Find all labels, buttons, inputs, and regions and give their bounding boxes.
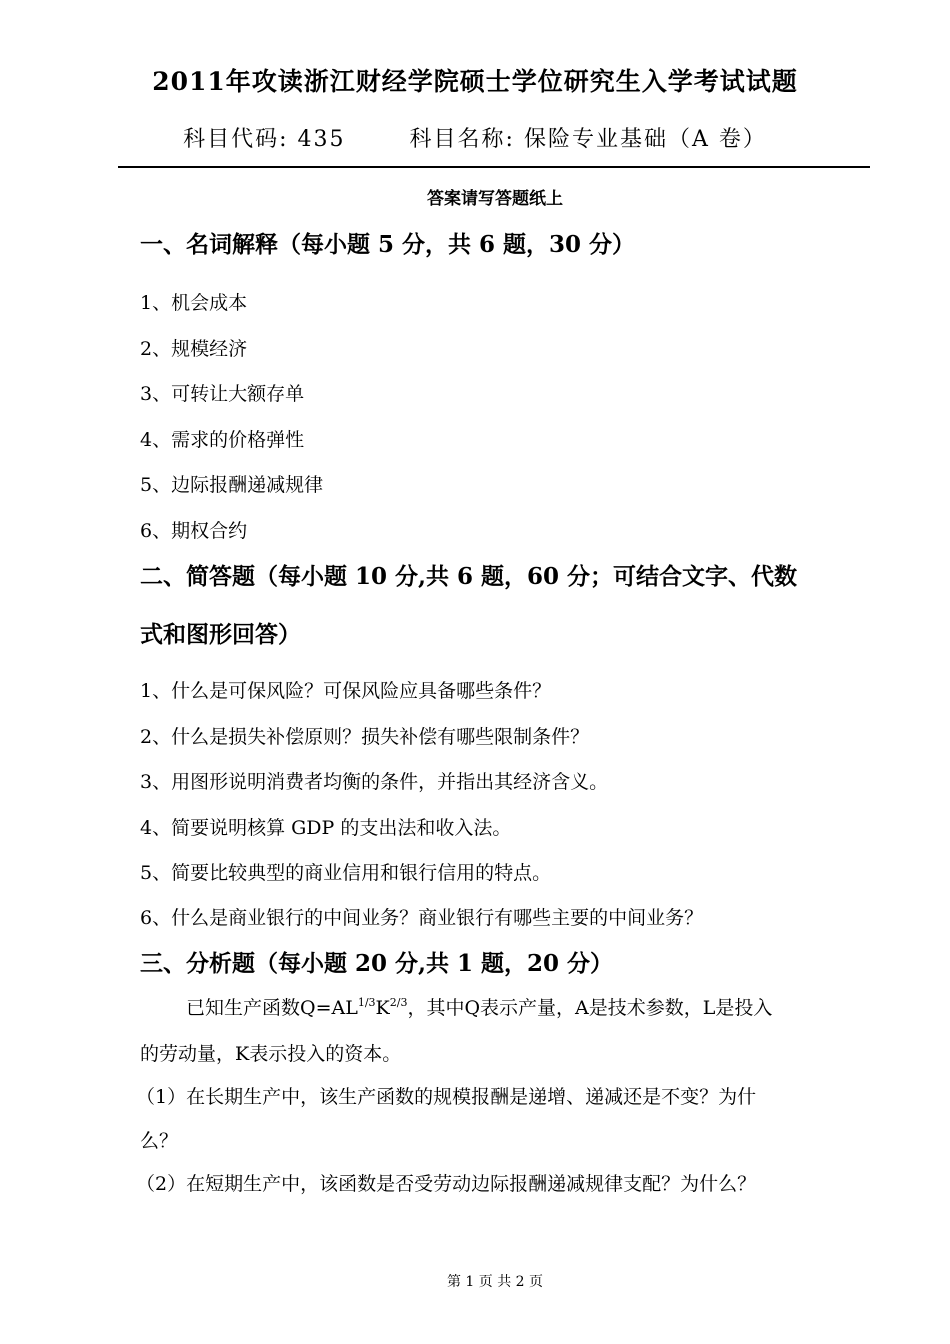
subject-name: 科目名称: 保险专业基础（A 卷） bbox=[409, 127, 767, 152]
list-item: 6、期权合约 bbox=[140, 520, 248, 542]
exponent-l: 1/3 bbox=[357, 996, 376, 1009]
list-item: 4、简要说明核算 GDP 的支出法和收入法。 bbox=[140, 817, 512, 839]
question-1: （1）在长期生产中，该生产函数的规模报酬是递增、递减还是不变？为什 bbox=[136, 1086, 757, 1108]
answer-note: 答案请写答题纸上 bbox=[427, 189, 563, 209]
list-item: 5、边际报酬递减规律 bbox=[140, 474, 324, 496]
list-item: 6、什么是商业银行的中间业务？商业银行有哪些主要的中间业务？ bbox=[140, 907, 704, 929]
list-item: 4、需求的价格弹性 bbox=[140, 429, 305, 451]
list-item: 3、可转让大额存单 bbox=[140, 383, 305, 405]
problem-intro: 已知生产函数$Q=AL^{1/3}K^{2/3}$，其中Q表示产量，A是技术参数，L是投入 bbox=[186, 996, 773, 1019]
subject-code: 科目代码: 435 bbox=[183, 127, 346, 152]
question-1-cont: 么？ bbox=[140, 1130, 179, 1152]
list-item: 3、用图形说明消费者均衡的条件，并指出其经济含义。 bbox=[140, 771, 609, 793]
section-2-heading: 二、简答题（每小题 10 分,共 6 题，60 分；可结合文字、代数 bbox=[140, 563, 798, 590]
list-item: 1、什么是可保风险？可保风险应具备哪些条件？ bbox=[140, 680, 552, 702]
section-3-heading: 三、分析题（每小题 20 分,共 1 题，20 分） bbox=[140, 950, 614, 977]
section-2-heading-cont: 式和图形回答） bbox=[140, 621, 301, 648]
page-number: 第 1 页 共 2 页 bbox=[446, 1274, 544, 1290]
exam-title: 2011年攻读浙江财经学院硕士学位研究生入学考试试题 bbox=[152, 67, 798, 96]
section-1-heading: 一、名词解释（每小题 5 分，共 6 题，30 分） bbox=[140, 231, 636, 258]
list-item: 1、机会成本 bbox=[140, 292, 248, 314]
list-item: 2、什么是损失补偿原则？损失补偿有哪些限制条件？ bbox=[140, 726, 590, 748]
header-divider bbox=[118, 166, 870, 168]
problem-intro-cont: 的劳动量，K表示投入的资本。 bbox=[140, 1043, 402, 1065]
list-item: 5、简要比较典型的商业信用和银行信用的特点。 bbox=[140, 862, 552, 884]
question-2: （2）在短期生产中，该函数是否受劳动边际报酬递减规律支配？为什么？ bbox=[136, 1173, 757, 1195]
list-item: 2、规模经济 bbox=[140, 338, 248, 360]
exponent-k: 2/3 bbox=[389, 996, 408, 1009]
subject-line bbox=[0, 122, 950, 153]
